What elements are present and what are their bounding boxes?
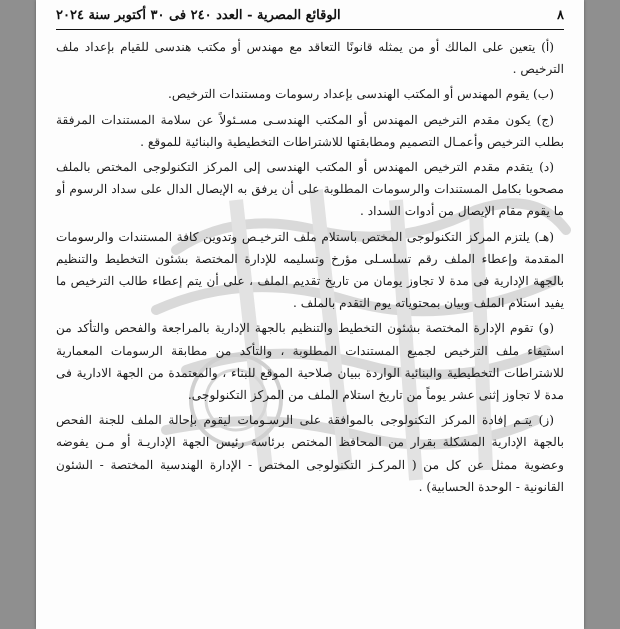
paragraph-label: (و) — [538, 321, 555, 336]
paragraph-text: يتـم إفادة المركز التكنولوجى بالموافقة على الرسـومات ليقوم بإحالة الملف للجنة الفحص بالجهة الإدارية المشكلة بقرار من المحافظ المختص برئاسة رئيس الجهة الإداريـة أو مـن يفوضه وعضوية ممثل عن كل من ( المركـز التكنولوجى المختص - الإدارة الهندسية المختصة - الشئون القانونية - الوحدة الحسابية) . — [56, 413, 564, 494]
paragraph-text: يتعين على المالك أو من يمثله قانونًا التعاقد مع مهندس أو مكتب هندسى للقيام بإعداد ملف الترخيص . — [56, 40, 564, 77]
page-number: ٨ — [557, 8, 564, 23]
paragraph-label: (ب) — [533, 87, 554, 102]
paragraph-g — [56, 409, 564, 498]
paragraph-label: (ز) — [538, 413, 554, 428]
paragraph-label: (هـ) — [534, 229, 555, 244]
header-divider — [56, 29, 564, 30]
paragraph-label: (أ) — [541, 40, 554, 54]
paragraph-text: يقوم المهندس أو المكتب الهندسى بإعداد رسومات ومستندات الترخيص. — [167, 87, 530, 102]
paragraph-text: تقوم الإدارة المختصة بشئون التخطيط والتنظيم بالجهة الإدارية بالمراجعة والفحص والتأكد من استيفاء ملف الترخيص لجميع المستندات المطلوبة ، والتأكد من مطابقة الرسومات المعمارية للاشتراطات التخطيطية والبنائية الواردة ببيان صلاحية الموقع للبناء ، والمعتمدة من الجهة الادارية فى مدة لا تجاوز إثنى عشر يوماً من تاريخ استلام الملف من المركز التكنولوجى. — [56, 321, 564, 403]
page-header — [56, 4, 564, 28]
paragraph-text: يتقدم مقدم الترخيص المهندس أو المكتب الهندسى إلى المركز التكنولوجى المختص بالملف مصحوبا بكامل المستندات والرسومات المطلوبة على أن يرفق به الإيصال الدال على سداد الرسوم أو ما يقوم مقام الإيصال من أدوات السداد . — [56, 160, 564, 219]
paragraph-label: (ج) — [536, 112, 554, 127]
paragraph-c — [56, 109, 564, 153]
document-body — [56, 36, 564, 501]
paragraph-b — [56, 83, 564, 105]
document-page — [36, 0, 584, 629]
paragraph-text: يلتزم المركز التكنولوجى المختص باستلام ملف الترخيـص وتدوين كافة المستندات والرسومات المقدمة وإعطاء الملف رقم تسلسـلى مؤرخ وتسليمه للإدارة المختصة بشئون التخطيط والتنظيم بالجهة الإدارية فى مدة لا تجاوز يومان من تاريخ تقديم الملف ، على أن يتم إعطاء طالب الترخيص ما يفيد استلام الملف وبيان بمحتوياته يوم التقدم بالملف . — [56, 229, 564, 311]
paragraph-f — [56, 317, 564, 406]
paragraph-label: (د) — [539, 160, 555, 175]
header-title: الوقائع المصرية - العدد ٢٤٠ فى ٣٠ أكتوبر سنة ٢٠٢٤ — [56, 8, 341, 23]
paragraph-e — [56, 226, 564, 315]
paragraph-d — [56, 156, 564, 223]
paragraph-text: يكون مقدم الترخيص المهندس أو المكتب الهندسـى مسـئولاً عن سلامة المستندات المرفقة بطلب الترخيص وأعمـال التصميم ومطابقتها للاشتراطات التخطيطية والبنائية للموقع . — [56, 112, 564, 149]
paragraph-a — [56, 36, 564, 80]
